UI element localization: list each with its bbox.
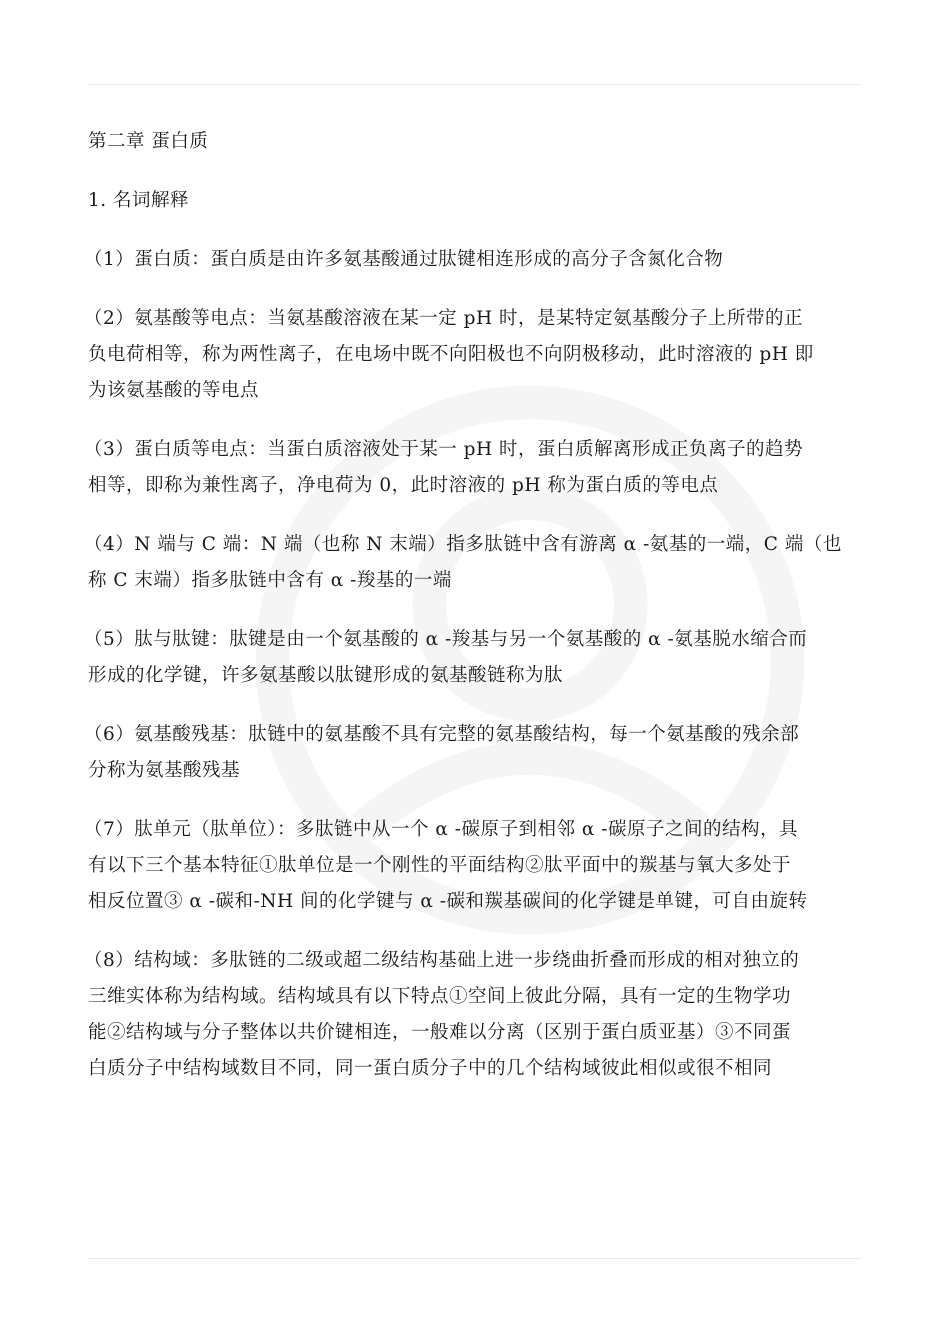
paragraph-line: （6）氨基酸残基：肽链中的氨基酸不具有完整的氨基酸结构，每一个氨基酸的残余部 xyxy=(84,724,800,745)
paragraph-line: （5）肽与肽键：肽键是由一个氨基酸的 α -羧基与另一个氨基酸的 α -氨基脱水缩合而 xyxy=(84,629,808,650)
paragraph-amino-acid-residue xyxy=(84,717,864,789)
paragraph-line: 三维实体称为结构域。结构域具有以下特点①空间上彼此分隔，具有一定的生物学功 xyxy=(88,986,792,1007)
paragraph-structural-domain xyxy=(84,943,864,1087)
bottom-rule xyxy=(88,1258,862,1259)
paragraph-line: （4）N 端与 C 端：N 端（也称 N 末端）指多肽链中含有游离 α -氨基的一端，C 端（也 xyxy=(84,534,842,555)
paragraph-line: （2）氨基酸等电点：当氨基酸溶液在某一定 pH 时，是某特定氨基酸分子上所带的正 xyxy=(84,308,804,329)
section-title: 1. 名词解释 xyxy=(88,190,190,211)
paragraph-peptide-unit xyxy=(84,812,864,920)
paragraph-line: （7）肽单元（肽单位）：多肽链中从一个 α -碳原子到相邻 α -碳原子之间的结构，具 xyxy=(84,819,799,840)
paragraph-line: 为该氨基酸的等电点 xyxy=(88,380,260,401)
paragraph-line: 相等，即称为兼性离子，净电荷为 0，此时溶液的 pH 称为蛋白质的等电点 xyxy=(88,475,719,496)
paragraph-n-c-terminus xyxy=(84,527,864,599)
paragraph-line: （1）蛋白质：蛋白质是由许多氨基酸通过肽键相连形成的高分子含氮化合物 xyxy=(84,249,724,270)
paragraph-line: 有以下三个基本特征①肽单位是一个刚性的平面结构②肽平面中的羰基与氧大多处于 xyxy=(88,855,792,876)
paragraph-line: 负电荷相等，称为两性离子，在电场中既不向阳极也不向阴极移动，此时溶液的 pH 即 xyxy=(88,344,814,365)
paragraph-amino-acid-isoelectric-point xyxy=(84,301,864,409)
paragraph-line: 能②结构域与分子整体以共价键相连，一般难以分离（区别于蛋白质亚基）③不同蛋 xyxy=(88,1022,792,1043)
paragraph-protein-isoelectric-point xyxy=(84,432,864,504)
paragraph-protein xyxy=(84,242,864,278)
paragraph-peptide-bond xyxy=(84,622,864,694)
paragraph-line: 白质分子中结构域数目不同，同一蛋白质分子中的几个结构域彼此相似或很不相同 xyxy=(88,1058,773,1079)
top-rule xyxy=(88,84,862,85)
paragraph-line: 相反位置③ α -碳和-NH 间的化学键与 α -碳和羰基碳间的化学键是单键，可自由旋转 xyxy=(88,891,808,912)
paragraph-line: 形成的化学键，许多氨基酸以肽键形成的氨基酸链称为肽 xyxy=(88,665,564,686)
document-body xyxy=(84,124,864,1110)
paragraph-line: 称 C 末端）指多肽链中含有 α -羧基的一端 xyxy=(88,570,452,591)
chapter-title: 第二章 蛋白质 xyxy=(88,131,209,152)
paragraph-line: 分称为氨基酸残基 xyxy=(88,760,241,781)
paragraph-line: （8）结构域：多肽链的二级或超二级结构基础上进一步绕曲折叠而形成的相对独立的 xyxy=(84,950,800,971)
paragraph-line: （3）蛋白质等电点：当蛋白质溶液处于某一 pH 时，蛋白质解离形成正负离子的趋势 xyxy=(84,439,804,460)
